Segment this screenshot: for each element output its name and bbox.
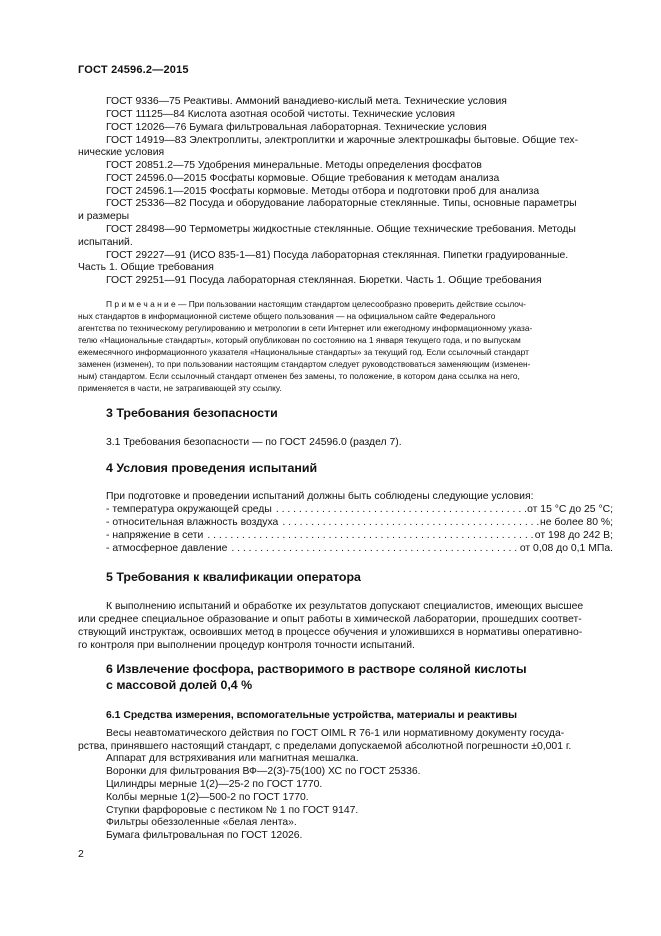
reference-line: ГОСТ 20851.2—75 Удобрения минеральные. Методы определения фосфатов: [106, 160, 482, 171]
reference-line: испытаний.: [78, 237, 133, 248]
reference-line: Часть 1. Общие требования: [78, 262, 214, 273]
reference-line: ГОСТ 14919—83 Электроплиты, электроплитки и жарочные электрошкафы бытовые. Общие тех-: [106, 135, 579, 146]
section-5-line: го контроля при выполнении процедур контроля точности испытаний.: [78, 640, 415, 651]
running-header: ГОСТ 24596.2—2015: [78, 64, 189, 76]
reference-line: ГОСТ 24596.0—2015 Фосфаты кормовые. Общие требования к методам анализа: [106, 173, 500, 184]
section-5-line: или среднее специальное образование и опыт работы в химической лаборатории, прошедших соответ-: [78, 614, 582, 625]
condition-value: от 15 °С до 25 °С;: [527, 504, 613, 515]
reference-line: ГОСТ 24596.1—2015 Фосфаты кормовые. Методы отбора и подготовки проб для анализа: [106, 186, 540, 197]
page-number: 2: [78, 849, 84, 860]
leader-dots: [272, 503, 527, 516]
reference-line: ГОСТ 25336—82 Посуда и оборудование лабораторные стеклянные. Типы, основные параметры: [106, 198, 577, 209]
reference-line: ГОСТ 29227—91 (ИСО 835-1—81) Посуда лабораторная стеклянная. Пипетки градуированные.: [106, 250, 569, 261]
condition-label: - относительная влажность воздуха: [106, 517, 279, 528]
note-line: телю «Национальные стандарты», который опубликован по состоянию на 1 января текущего года, и по выпускам: [78, 335, 521, 345]
section-6-heading: 6 Извлечение фосфора, растворимого в растворе соляной кислоты: [106, 662, 527, 676]
reference-line: ГОСТ 9336—75 Реактивы. Аммоний ванадиево-кислый мета. Технические условия: [106, 96, 507, 107]
condition-item: [106, 542, 613, 555]
section-5-line: К выполнению испытаний и обработке их результатов допускают специалистов, имеющих высшее: [106, 601, 584, 612]
condition-label: - температура окружающей среды: [106, 504, 272, 515]
condition-label: - атмосферное давление: [106, 543, 228, 554]
reference-line: нические условия: [78, 147, 165, 158]
subsection-6-1-heading: 6.1 Средства измерения, вспомогательные устройства, материалы и реактивы: [106, 710, 517, 721]
section-3-text: 3.1 Требования безопасности — по ГОСТ 24596.0 (раздел 7).: [106, 437, 402, 448]
section-6-line: Фильтры обеззоленные «белая лента».: [106, 817, 297, 828]
condition-value: от 0,08 до 0,1 МПа.: [519, 543, 613, 554]
section-6-line: Бумага фильтровальная по ГОСТ 12026.: [106, 830, 303, 841]
section-6-line: рства, принявшего настоящий стандарт, с пределами допускаемой абсолютной погрешности ±0,001 г.: [78, 741, 572, 752]
note-line: ежемесячного информационного указателя «Национальные стандарты» за текущий год. Если ссылочный стандарт: [78, 347, 529, 357]
section-3-heading: 3 Требования безопасности: [106, 406, 278, 420]
note-line: П р и м е ч а н и е — При пользовании настоящим стандартом целесообразно проверить действие ссылоч-: [106, 299, 526, 309]
section-6-line: Весы неавтоматического действия по ГОСТ OIML R 76-1 или нормативному документу госуда-: [106, 728, 565, 739]
section-6-line: Аппарат для встряхивания или магнитная мешалка.: [106, 753, 359, 764]
condition-item: [106, 529, 613, 542]
note-line: применяется в части, не затрагивающей эту ссылку.: [78, 383, 282, 393]
note-line: заменен (изменен), то при пользовании настоящим стандартом следует руководствоваться заменяющим (изменен-: [78, 359, 531, 369]
condition-value: не более 80 %;: [540, 517, 613, 528]
note-line: ным) стандартом. Если ссылочный стандарт отменен без замены, то положение, в котором дана ссылка на него,: [78, 371, 520, 381]
section-5-line: ствующий инструктаж, освоивших метод в процессе обучения и уложившихся в нормативы оперативно-: [78, 627, 583, 638]
condition-item: [106, 503, 613, 516]
condition-label: - напряжение в сети: [106, 530, 204, 541]
reference-line: ГОСТ 11125—84 Кислота азотная особой чистоты. Технические условия: [106, 109, 455, 120]
section-4-heading: 4 Условия проведения испытаний: [106, 461, 318, 475]
condition-item: [106, 516, 613, 529]
reference-line: ГОСТ 29251—91 Посуда лабораторная стеклянная. Бюретки. Часть 1. Общие требования: [106, 275, 542, 286]
reference-line: ГОСТ 28498—90 Термометры жидкостные стеклянные. Общие технические требования. Методы: [106, 224, 576, 235]
reference-line: и размеры: [78, 211, 130, 222]
note-line: агентства по техническому регулированию и метрологии в сети Интернет или ежегодному информационному указа-: [78, 323, 533, 333]
section-6-line: Цилиндры мерные 1(2)—25-2 по ГОСТ 1770.: [106, 779, 323, 790]
section-4-intro: При подготовке и проведении испытаний должны быть соблюдены следующие условия:: [106, 491, 534, 502]
section-6-heading-cont: с массовой долей 0,4 %: [106, 678, 253, 692]
note-line: ных стандартов в информационной системе общего пользования — на официальном сайте Федерального: [78, 311, 496, 321]
section-6-line: Воронки для фильтрования ВФ—2(3)-75(100) ХС по ГОСТ 25336.: [106, 766, 421, 777]
section-5-heading: 5 Требования к квалификации оператора: [106, 570, 361, 584]
leader-dots: [227, 542, 519, 555]
section-6-line: Колбы мерные 1(2)—500-2 по ГОСТ 1770.: [106, 792, 309, 803]
leader-dots: [278, 516, 540, 529]
leader-dots: [203, 529, 534, 542]
reference-line: ГОСТ 12026—76 Бумага фильтровальная лабораторная. Технические условия: [106, 122, 487, 133]
section-6-line: Ступки фарфоровые с пестиком № 1 по ГОСТ 9147.: [106, 805, 359, 816]
condition-value: от 198 до 242 В;: [534, 530, 613, 541]
